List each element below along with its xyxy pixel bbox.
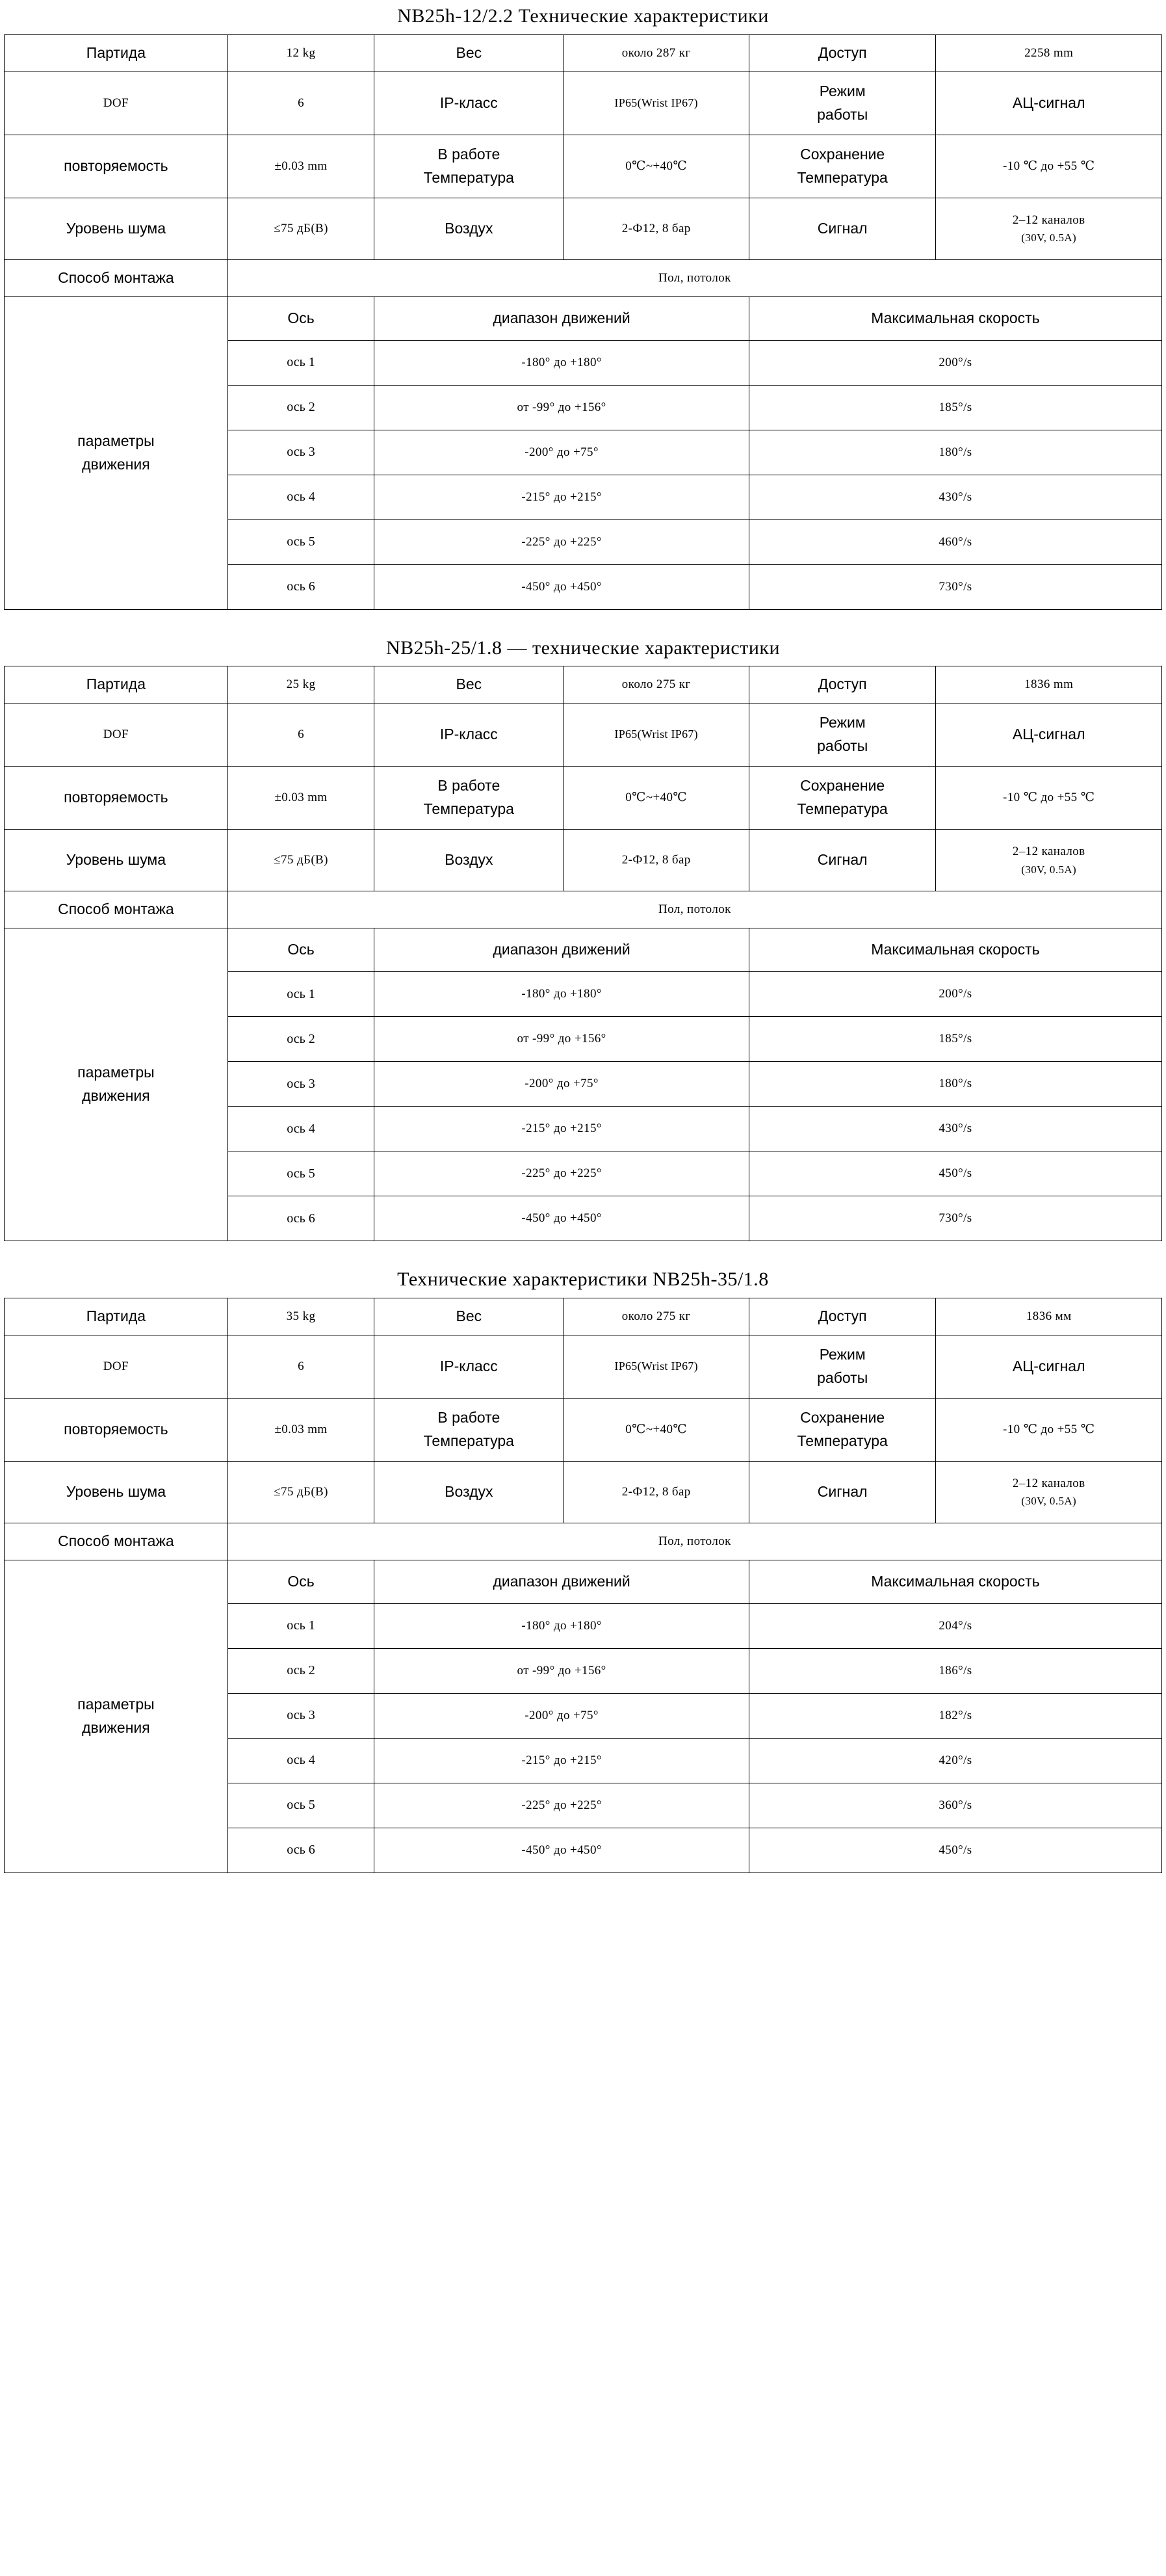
repeatability-value: ±0.03 mm bbox=[227, 1398, 374, 1461]
axis-speed: 430°/s bbox=[749, 475, 1161, 519]
axis-name: ось 3 bbox=[227, 430, 374, 475]
ip-label: IP-класс bbox=[374, 72, 564, 135]
spec-title: NB25h-12/2.2 Технические характеристики bbox=[397, 5, 769, 27]
payload-label: Партида bbox=[5, 1298, 228, 1335]
air-value: 2-Ф12, 8 бар bbox=[564, 830, 749, 891]
axis-speed: 450°/s bbox=[749, 1151, 1161, 1196]
axis-name: ось 5 bbox=[227, 1151, 374, 1196]
dof-label: DOF bbox=[5, 703, 228, 767]
spec-table bbox=[4, 666, 1162, 1241]
mount-label: Способ монтажа bbox=[5, 1523, 228, 1560]
axis-name: ось 2 bbox=[227, 385, 374, 430]
operating-temp-label bbox=[374, 135, 564, 198]
mode-label bbox=[749, 1335, 935, 1398]
table-row bbox=[5, 891, 1162, 928]
ip-label: IP-класс bbox=[374, 703, 564, 767]
signal-value-line1: 2–12 каналов bbox=[1012, 845, 1085, 859]
axis-name: ось 5 bbox=[227, 519, 374, 564]
ip-value: IP65(Wrist IP67) bbox=[564, 72, 749, 135]
ip-value: IP65(Wrist IP67) bbox=[564, 703, 749, 767]
axis-speed: 360°/s bbox=[749, 1783, 1161, 1828]
table-row bbox=[5, 1523, 1162, 1560]
axis-name: ось 3 bbox=[227, 1693, 374, 1738]
air-value: 2-Ф12, 8 бар bbox=[564, 198, 749, 259]
mode-value: АЦ-сигнал bbox=[936, 1335, 1162, 1398]
axis-name: ось 1 bbox=[227, 340, 374, 385]
storage-temp-value: -10 ℃ до +55 ℃ bbox=[936, 767, 1162, 830]
axis-speed: 420°/s bbox=[749, 1738, 1161, 1783]
axis-range: -225° до +225° bbox=[374, 519, 749, 564]
storage-temp-label-line1: Сохранение bbox=[800, 145, 885, 163]
dof-label: DOF bbox=[5, 1335, 228, 1398]
axis-range: -215° до +215° bbox=[374, 1738, 749, 1783]
noise-label: Уровень шума bbox=[5, 198, 228, 259]
axis-range: от -99° до +156° bbox=[374, 385, 749, 430]
weight-label: Вес bbox=[374, 34, 564, 72]
axis-speed: 185°/s bbox=[749, 1017, 1161, 1062]
weight-label: Вес bbox=[374, 1298, 564, 1335]
mount-value: Пол, потолок bbox=[227, 259, 1161, 296]
axis-range: -225° до +225° bbox=[374, 1151, 749, 1196]
table-row bbox=[5, 830, 1162, 891]
mount-label: Способ монтажа bbox=[5, 259, 228, 296]
spec-title: Технические характеристики NB25h-35/1.8 bbox=[397, 1268, 769, 1290]
noise-label: Уровень шума bbox=[5, 830, 228, 891]
motion-parameters-label bbox=[5, 296, 228, 609]
table-row bbox=[5, 1298, 1162, 1335]
mount-value: Пол, потолок bbox=[227, 891, 1161, 928]
storage-temp-label-line2: Температура bbox=[797, 1432, 888, 1449]
spec-block-3 bbox=[0, 1263, 1166, 1873]
axis-speed: 185°/s bbox=[749, 385, 1161, 430]
range-column-header: диапазон движений bbox=[374, 928, 749, 972]
axis-name: ось 4 bbox=[227, 1738, 374, 1783]
operating-temp-label-line1: В работе bbox=[437, 777, 500, 795]
operating-temp-label-line2: Температура bbox=[423, 800, 514, 817]
signal-value-line2: (30V, 0.5A) bbox=[1021, 863, 1077, 876]
axis-range: -450° до +450° bbox=[374, 564, 749, 609]
axis-name: ось 5 bbox=[227, 1783, 374, 1828]
table-row bbox=[5, 703, 1162, 767]
repeatability-label: повторяемость bbox=[5, 135, 228, 198]
range-column-header: диапазон движений bbox=[374, 1560, 749, 1603]
axis-speed: 186°/s bbox=[749, 1648, 1161, 1693]
mode-label-line1: Режим bbox=[819, 82, 866, 99]
signal-value-line1: 2–12 каналов bbox=[1012, 1476, 1085, 1490]
axis-name: ось 6 bbox=[227, 1196, 374, 1241]
spec-title: NB25h-25/1.8 — технические характеристики bbox=[385, 637, 781, 659]
dof-value: 6 bbox=[227, 72, 374, 135]
signal-label: Сигнал bbox=[749, 830, 935, 891]
axis-speed: 204°/s bbox=[749, 1603, 1161, 1648]
reach-label: Доступ bbox=[749, 34, 935, 72]
mode-label-line1: Режим bbox=[819, 714, 866, 731]
axis-column-header: Ось bbox=[227, 1560, 374, 1603]
payload-value: 25 kg bbox=[227, 666, 374, 703]
motion-parameters-label bbox=[5, 1560, 228, 1873]
axis-name: ось 2 bbox=[227, 1648, 374, 1693]
signal-value-line2: (30V, 0.5A) bbox=[1021, 231, 1077, 244]
axis-speed: 200°/s bbox=[749, 972, 1161, 1017]
axis-range: -450° до +450° bbox=[374, 1196, 749, 1241]
storage-temp-value: -10 ℃ до +55 ℃ bbox=[936, 135, 1162, 198]
signal-value bbox=[936, 830, 1162, 891]
air-label: Воздух bbox=[374, 198, 564, 259]
mode-label-line2: работы bbox=[817, 105, 868, 123]
axis-range: -450° до +450° bbox=[374, 1828, 749, 1873]
noise-value: ≤75 дБ(В) bbox=[227, 830, 374, 891]
weight-label: Вес bbox=[374, 666, 564, 703]
axis-range: от -99° до +156° bbox=[374, 1648, 749, 1693]
mode-value: АЦ-сигнал bbox=[936, 703, 1162, 767]
axis-range: -225° до +225° bbox=[374, 1783, 749, 1828]
mode-label bbox=[749, 72, 935, 135]
axis-range: -200° до +75° bbox=[374, 430, 749, 475]
dof-value: 6 bbox=[227, 1335, 374, 1398]
operating-temp-label-line2: Температура bbox=[423, 1432, 514, 1449]
dof-value: 6 bbox=[227, 703, 374, 767]
motion-parameters-line2: движения bbox=[82, 1087, 150, 1104]
axis-range: -200° до +75° bbox=[374, 1693, 749, 1738]
axis-column-header: Ось bbox=[227, 296, 374, 340]
signal-value-line2: (30V, 0.5A) bbox=[1021, 1495, 1077, 1508]
operating-temp-label bbox=[374, 767, 564, 830]
axis-name: ось 3 bbox=[227, 1062, 374, 1107]
table-row bbox=[5, 1335, 1162, 1398]
repeatability-label: повторяемость bbox=[5, 767, 228, 830]
table-row bbox=[5, 666, 1162, 703]
axis-name: ось 6 bbox=[227, 1828, 374, 1873]
operating-temp-value: 0℃~+40℃ bbox=[564, 135, 749, 198]
mount-label: Способ монтажа bbox=[5, 891, 228, 928]
dof-label: DOF bbox=[5, 72, 228, 135]
operating-temp-value: 0℃~+40℃ bbox=[564, 767, 749, 830]
storage-temp-label-line1: Сохранение bbox=[800, 1408, 885, 1426]
spec-table bbox=[4, 1298, 1162, 1873]
operating-temp-label-line2: Температура bbox=[423, 168, 514, 186]
reach-value: 1836 mm bbox=[936, 666, 1162, 703]
axis-range: -215° до +215° bbox=[374, 475, 749, 519]
storage-temp-label bbox=[749, 767, 935, 830]
payload-value: 12 kg bbox=[227, 34, 374, 72]
axis-range: -180° до +180° bbox=[374, 340, 749, 385]
section-spacer bbox=[0, 1241, 1166, 1263]
axis-range: -180° до +180° bbox=[374, 972, 749, 1017]
table-row bbox=[5, 72, 1162, 135]
ip-label: IP-класс bbox=[374, 1335, 564, 1398]
motion-parameters-line2: движения bbox=[82, 455, 150, 473]
axis-range: -200° до +75° bbox=[374, 1062, 749, 1107]
axis-speed: 200°/s bbox=[749, 340, 1161, 385]
storage-temp-value: -10 ℃ до +55 ℃ bbox=[936, 1398, 1162, 1461]
axis-name: ось 1 bbox=[227, 972, 374, 1017]
spec-block-1 bbox=[0, 0, 1166, 610]
payload-value: 35 kg bbox=[227, 1298, 374, 1335]
weight-value: около 275 кг bbox=[564, 666, 749, 703]
mode-label-line2: работы bbox=[817, 737, 868, 754]
table-row bbox=[5, 259, 1162, 296]
spec-table bbox=[4, 34, 1162, 610]
operating-temp-label-line1: В работе bbox=[437, 145, 500, 163]
table-row bbox=[5, 1398, 1162, 1461]
motion-parameters-line2: движения bbox=[82, 1718, 150, 1736]
axis-name: ось 4 bbox=[227, 1107, 374, 1151]
axis-speed: 450°/s bbox=[749, 1828, 1161, 1873]
ip-value: IP65(Wrist IP67) bbox=[564, 1335, 749, 1398]
operating-temp-label-line1: В работе bbox=[437, 1408, 500, 1426]
speed-column-header: Максимальная скорость bbox=[749, 296, 1161, 340]
motion-parameters-label bbox=[5, 928, 228, 1241]
signal-value bbox=[936, 1461, 1162, 1523]
mount-value: Пол, потолок bbox=[227, 1523, 1161, 1560]
operating-temp-value: 0℃~+40℃ bbox=[564, 1398, 749, 1461]
section-spacer bbox=[0, 610, 1166, 632]
air-label: Воздух bbox=[374, 830, 564, 891]
table-row bbox=[5, 767, 1162, 830]
axis-speed: 180°/s bbox=[749, 430, 1161, 475]
axis-range: -180° до +180° bbox=[374, 1603, 749, 1648]
storage-temp-label bbox=[749, 135, 935, 198]
table-row bbox=[5, 1461, 1162, 1523]
payload-label: Партида bbox=[5, 34, 228, 72]
motion-parameters-line1: параметры bbox=[77, 432, 155, 449]
signal-value-line1: 2–12 каналов bbox=[1012, 213, 1085, 227]
axis-range: от -99° до +156° bbox=[374, 1017, 749, 1062]
air-label: Воздух bbox=[374, 1461, 564, 1523]
storage-temp-label-line2: Температура bbox=[797, 800, 888, 817]
axis-name: ось 2 bbox=[227, 1017, 374, 1062]
repeatability-value: ±0.03 mm bbox=[227, 135, 374, 198]
table-row bbox=[5, 34, 1162, 72]
axis-name: ось 1 bbox=[227, 1603, 374, 1648]
axis-name: ось 6 bbox=[227, 564, 374, 609]
speed-column-header: Максимальная скорость bbox=[749, 928, 1161, 972]
payload-label: Партида bbox=[5, 666, 228, 703]
mode-label bbox=[749, 703, 935, 767]
table-row bbox=[5, 198, 1162, 259]
weight-value: около 287 кг bbox=[564, 34, 749, 72]
axis-name: ось 4 bbox=[227, 475, 374, 519]
axis-range: -215° до +215° bbox=[374, 1107, 749, 1151]
motion-parameters-line1: параметры bbox=[77, 1695, 155, 1713]
weight-value: около 275 кг bbox=[564, 1298, 749, 1335]
storage-temp-label-line1: Сохранение bbox=[800, 777, 885, 795]
axis-speed: 182°/s bbox=[749, 1693, 1161, 1738]
mode-label-line1: Режим bbox=[819, 1345, 866, 1363]
storage-temp-label-line2: Температура bbox=[797, 168, 888, 186]
mode-value: АЦ-сигнал bbox=[936, 72, 1162, 135]
reach-label: Доступ bbox=[749, 666, 935, 703]
reach-value: 1836 мм bbox=[936, 1298, 1162, 1335]
signal-value bbox=[936, 198, 1162, 259]
reach-value: 2258 mm bbox=[936, 34, 1162, 72]
reach-label: Доступ bbox=[749, 1298, 935, 1335]
table-row bbox=[5, 135, 1162, 198]
signal-label: Сигнал bbox=[749, 198, 935, 259]
noise-label: Уровень шума bbox=[5, 1461, 228, 1523]
table-row bbox=[5, 296, 1162, 340]
noise-value: ≤75 дБ(В) bbox=[227, 198, 374, 259]
axis-speed: 460°/s bbox=[749, 519, 1161, 564]
motion-parameters-line1: параметры bbox=[77, 1064, 155, 1081]
axis-speed: 430°/s bbox=[749, 1107, 1161, 1151]
range-column-header: диапазон движений bbox=[374, 296, 749, 340]
speed-column-header: Максимальная скорость bbox=[749, 1560, 1161, 1603]
mode-label-line2: работы bbox=[817, 1369, 868, 1386]
air-value: 2-Ф12, 8 бар bbox=[564, 1461, 749, 1523]
spec-block-2 bbox=[0, 632, 1166, 1242]
axis-speed: 180°/s bbox=[749, 1062, 1161, 1107]
operating-temp-label bbox=[374, 1398, 564, 1461]
table-row bbox=[5, 928, 1162, 972]
storage-temp-label bbox=[749, 1398, 935, 1461]
axis-speed: 730°/s bbox=[749, 1196, 1161, 1241]
axis-column-header: Ось bbox=[227, 928, 374, 972]
signal-label: Сигнал bbox=[749, 1461, 935, 1523]
repeatability-label: повторяемость bbox=[5, 1398, 228, 1461]
noise-value: ≤75 дБ(В) bbox=[227, 1461, 374, 1523]
repeatability-value: ±0.03 mm bbox=[227, 767, 374, 830]
axis-speed: 730°/s bbox=[749, 564, 1161, 609]
table-row bbox=[5, 1560, 1162, 1603]
